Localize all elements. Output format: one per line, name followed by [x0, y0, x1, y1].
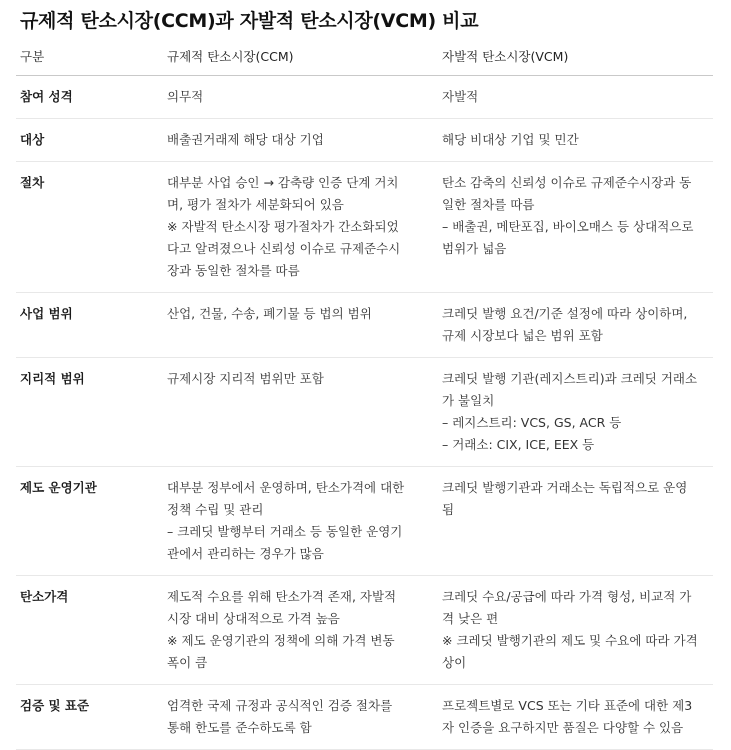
table-row [16, 576, 713, 685]
row-label: 제도 운영기관 [16, 467, 163, 576]
ccm-cell-line: 통해 한도를 준수하도록 함 [167, 720, 312, 735]
vcm-cell [438, 162, 713, 293]
ccm-cell-line: 장과 동일한 절차를 따름 [167, 263, 300, 278]
row-label: 참여 성격 [16, 76, 163, 119]
vcm-cell-line: 탄소 감축의 신뢰성 이슈로 규제준수시장과 동 [442, 175, 692, 190]
ccm-cell-line: 산업, 건물, 수송, 폐기물 등 법의 범위 [167, 306, 372, 321]
vcm-cell [438, 467, 713, 576]
ccm-cell [163, 685, 438, 750]
ccm-cell-line: 시장 대비 상대적으로 가격 높음 [167, 611, 340, 626]
vcm-cell-line: 상이 [442, 655, 467, 670]
table-row [16, 76, 713, 119]
vcm-cell-line: 자 인증을 요구하지만 품질은 다양할 수 있음 [442, 720, 684, 735]
vcm-cell [438, 119, 713, 162]
ccm-cell-line: 폭이 큼 [167, 655, 208, 670]
ccm-cell-line: 대부분 사업 승인 → 감축량 인증 단계 거치 [167, 175, 399, 190]
ccm-cell [163, 467, 438, 576]
comparison-table [16, 38, 713, 750]
ccm-cell-line: 규제시장 지리적 범위만 포함 [167, 371, 324, 386]
table-row [16, 293, 713, 358]
table-row [16, 162, 713, 293]
vcm-cell-line: 크레딧 수요/공급에 따라 가격 형성, 비교적 가 [442, 589, 692, 604]
ccm-cell-line: 엄격한 국제 규정과 공식적인 검증 절차를 [167, 698, 393, 713]
column-header-category: 구분 [16, 38, 163, 76]
vcm-cell-line: 크레딧 발행 기관(레지스트리)과 크레딧 거래소 [442, 371, 698, 386]
row-label: 검증 및 표준 [16, 685, 163, 750]
ccm-cell [163, 119, 438, 162]
ccm-cell [163, 293, 438, 358]
vcm-cell-line: 자발적 [442, 89, 479, 104]
ccm-cell-line: 제도적 수요를 위해 탄소가격 존재, 자발적 [167, 589, 397, 604]
vcm-cell-line: 프로젝트별로 VCS 또는 기타 표준에 대한 제3 [442, 698, 693, 713]
table-row [16, 685, 713, 750]
vcm-cell-line: 가 불일치 [442, 393, 495, 408]
ccm-cell-line: 관에서 관리하는 경우가 많음 [167, 546, 324, 561]
ccm-cell-line: 며, 평가 절차가 세분화되어 있음 [167, 197, 344, 212]
column-header-vcm: 자발적 탄소시장(VCM) [438, 38, 713, 76]
ccm-cell-line: ※ 제도 운영기관의 정책에 의해 가격 변동 [167, 633, 395, 648]
ccm-cell-line: 정책 수립 및 관리 [167, 502, 264, 517]
vcm-cell-line: 크레딧 발행기관과 거래소는 독립적으로 운영 [442, 480, 688, 495]
vcm-cell-line: 범위가 넓음 [442, 241, 507, 256]
row-label: 탄소가격 [16, 576, 163, 685]
vcm-cell-line: 규제 시장보다 넓은 범위 포함 [442, 328, 603, 343]
ccm-cell-line: – 크레딧 발행부터 거래소 등 동일한 운영기 [167, 524, 403, 539]
ccm-cell-line: ※ 자발적 탄소시장 평가절차가 간소화되었 [167, 219, 399, 234]
vcm-cell-line: 됨 [442, 502, 455, 517]
vcm-cell-line: 해당 비대상 기업 및 민간 [442, 132, 579, 147]
vcm-cell-line: 일한 절차를 따름 [442, 197, 535, 212]
table-header-row [16, 38, 713, 76]
vcm-cell-line: – 레지스트리: VCS, GS, ACR 등 [442, 415, 622, 430]
ccm-cell [163, 576, 438, 685]
ccm-cell-line: 의무적 [167, 89, 204, 104]
vcm-cell [438, 358, 713, 467]
vcm-cell [438, 576, 713, 685]
table-body [16, 76, 713, 750]
vcm-cell-line: – 거래소: CIX, ICE, EEX 등 [442, 437, 595, 452]
vcm-cell-line: ※ 크레딧 발행기관의 제도 및 수요에 따라 가격 [442, 633, 698, 648]
vcm-cell-line: – 배출권, 메탄포집, 바이오매스 등 상대적으로 [442, 219, 694, 234]
vcm-cell [438, 685, 713, 750]
ccm-cell [163, 162, 438, 293]
ccm-cell-line: 배출권거래제 해당 대상 기업 [167, 132, 324, 147]
ccm-cell-line: 대부분 정부에서 운영하며, 탄소가격에 대한 [167, 480, 405, 495]
vcm-cell [438, 76, 713, 119]
row-label: 사업 범위 [16, 293, 163, 358]
ccm-cell [163, 76, 438, 119]
vcm-cell-line: 크레딧 발행 요건/기준 설정에 따라 상이하며, [442, 306, 688, 321]
row-label: 절차 [16, 162, 163, 293]
row-label: 대상 [16, 119, 163, 162]
table-row [16, 467, 713, 576]
ccm-cell-line: 다고 알려졌으나 신뢰성 이슈로 규제준수시 [167, 241, 401, 256]
vcm-cell [438, 293, 713, 358]
page-title: 규제적 탄소시장(CCM)과 자발적 탄소시장(VCM) 비교 [20, 10, 479, 32]
table-row [16, 119, 713, 162]
table-row [16, 358, 713, 467]
row-label: 지리적 범위 [16, 358, 163, 467]
ccm-cell [163, 358, 438, 467]
vcm-cell-line: 격 낮은 편 [442, 611, 499, 626]
column-header-ccm: 규제적 탄소시장(CCM) [163, 38, 438, 76]
